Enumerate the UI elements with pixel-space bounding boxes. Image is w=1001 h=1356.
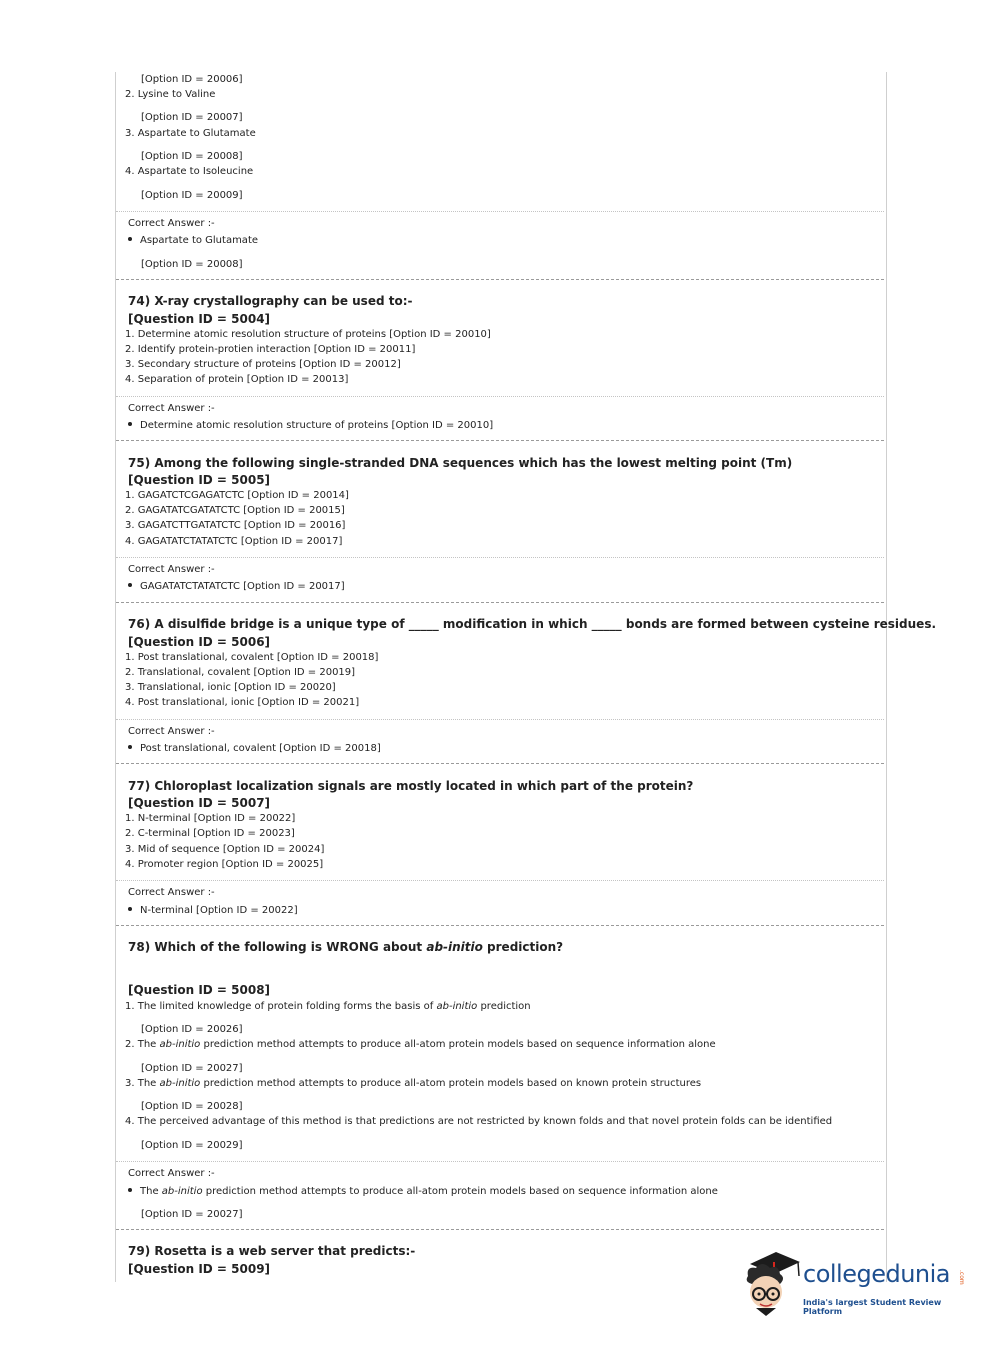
- q78-option-1-pre: 1. The limited knowledge of protein folding forms the basis of: [125, 1001, 437, 1012]
- logo-domain-suffix: .com: [958, 1270, 965, 1285]
- q73-option-2-id: [Option ID = 20007]: [141, 112, 243, 123]
- q77-option-1: 1. N-terminal [Option ID = 20022]: [125, 813, 296, 824]
- q77-option-4: 4. Promoter region [Option ID = 20025]: [125, 859, 324, 870]
- q75-correct-answer-text: GAGATATCTATATCTC [Option ID = 20017]: [140, 581, 345, 592]
- q78-option-3-post: prediction method attempts to produce all-atom protein models based on known protein structures: [200, 1078, 702, 1089]
- q77-correct-answer-label: Correct Answer :-: [128, 887, 215, 898]
- bullet-icon: [128, 907, 132, 911]
- q74-option-2: 2. Identify protein-protien interaction [Option ID = 20011]: [125, 344, 416, 355]
- q73-option-4-id: [Option ID = 20009]: [141, 190, 243, 201]
- q78-option-1-post: prediction: [477, 1001, 531, 1012]
- q76-option-1: 1. Post translational, covalent [Option ID = 20018]: [125, 652, 379, 663]
- q73-option-3-id: [Option ID = 20008]: [141, 151, 243, 162]
- q78-option-4: 4. The perceived advantage of this method is that predictions are not restricted by known folds and that novel protein folds can be identified: [125, 1116, 833, 1127]
- q73-correct-answer-text: Aspartate to Glutamate: [140, 235, 259, 246]
- q77-option-3: 3. Mid of sequence [Option ID = 20024]: [125, 844, 325, 855]
- q77-option-2: 2. C-terminal [Option ID = 20023]: [125, 828, 295, 839]
- q75-option-2: 2. GAGATATCGATATCTC [Option ID = 20015]: [125, 505, 345, 516]
- q76-correct-answer-text: Post translational, covalent [Option ID = 20018]: [140, 743, 381, 754]
- q77-correct-answer-text: N-terminal [Option ID = 20022]: [140, 905, 298, 916]
- q77-question-id: [Question ID = 5007]: [128, 796, 271, 810]
- question-separator: [116, 1229, 884, 1230]
- q78-option-3: [125, 1078, 701, 1089]
- question-separator: [116, 763, 884, 764]
- q78-option-1: [125, 1001, 531, 1012]
- q78-correct-answer-label: Correct Answer :-: [128, 1168, 215, 1179]
- bullet-icon: [128, 583, 132, 587]
- q73-option-4: 4. Aspartate to Isoleucine: [125, 166, 254, 177]
- q77-correct-answer: [128, 905, 298, 916]
- q78-option-4-id: [Option ID = 20029]: [141, 1140, 243, 1151]
- q76-option-4: 4. Post translational, ionic [Option ID = 20021]: [125, 697, 360, 708]
- q78-option-1-em: ab-initio: [436, 1001, 478, 1012]
- q73-option-2: 2. Lysine to Valine: [125, 89, 216, 100]
- divider: [116, 719, 884, 720]
- q74-title: 74) X-ray crystallography can be used to:-: [128, 294, 413, 308]
- q75-option-3: 3. GAGATCTTGATATCTC [Option ID = 20016]: [125, 520, 346, 531]
- question-separator: [116, 602, 884, 603]
- q78-correct-answer-pre: The: [140, 1186, 162, 1197]
- q79-title: 79) Rosetta is a web server that predicts:-: [128, 1244, 416, 1258]
- q74-correct-answer-text: Determine atomic resolution structure of proteins [Option ID = 20010]: [140, 420, 494, 431]
- q73-option-3: 3. Aspartate to Glutamate: [125, 128, 256, 139]
- question-separator: [116, 279, 884, 280]
- bullet-icon: [128, 422, 132, 426]
- bullet-icon: [128, 745, 132, 749]
- q78-option-2-em: ab-initio: [159, 1039, 201, 1050]
- question-separator: [116, 925, 884, 926]
- q73-correct-answer: [128, 235, 258, 246]
- q78-option-2-post: prediction method attempts to produce all-atom protein models based on sequence information alone: [200, 1039, 716, 1050]
- divider: [116, 880, 884, 881]
- q75-option-4: 4. GAGATATCTATATCTC [Option ID = 20017]: [125, 536, 343, 547]
- q78-title-pre: 78) Which of the following is WRONG about: [128, 940, 427, 954]
- q76-correct-answer-label: Correct Answer :-: [128, 726, 215, 737]
- q76-title: 76) A disulfide bridge is a unique type of _____ modification in which _____ bonds are formed between cysteine residues.: [128, 617, 937, 631]
- q76-correct-answer: [128, 743, 381, 754]
- q78-option-1-id: [Option ID = 20026]: [141, 1024, 243, 1035]
- q78-title-em: ab-initio: [426, 940, 483, 954]
- q74-option-4: 4. Separation of protein [Option ID = 20013]: [125, 374, 349, 385]
- q75-title: 75) Among the following single-stranded DNA sequences which has the lowest melting point (Tm): [128, 456, 793, 470]
- q73-option-1-id: [Option ID = 20006]: [141, 74, 243, 85]
- q78-option-2: [125, 1039, 716, 1050]
- q76-option-3: 3. Translational, ionic [Option ID = 20020]: [125, 682, 336, 693]
- q76-option-2: 2. Translational, covalent [Option ID = 20019]: [125, 667, 356, 678]
- q74-question-id: [Question ID = 5004]: [128, 312, 271, 326]
- q78-correct-answer-em: ab-initio: [161, 1186, 203, 1197]
- q75-option-1: 1. GAGATCTCGAGATCTC [Option ID = 20014]: [125, 490, 349, 501]
- q74-correct-answer: [128, 420, 493, 431]
- q75-correct-answer-label: Correct Answer :-: [128, 564, 215, 575]
- question-separator: [116, 440, 884, 441]
- q73-correct-answer-id: [Option ID = 20008]: [141, 259, 243, 270]
- q78-option-3-id: [Option ID = 20028]: [141, 1101, 243, 1112]
- bullet-icon: [128, 237, 132, 241]
- q73-correct-answer-label: Correct Answer :-: [128, 218, 215, 229]
- divider: [116, 1161, 884, 1162]
- q74-correct-answer-label: Correct Answer :-: [128, 403, 215, 414]
- divider: [116, 211, 884, 212]
- divider: [116, 557, 884, 558]
- bullet-icon: [128, 1188, 132, 1192]
- q78-option-2-pre: 2. The: [125, 1039, 160, 1050]
- q78-option-2-id: [Option ID = 20027]: [141, 1063, 243, 1074]
- mascot-icon: [742, 1250, 802, 1318]
- q78-correct-answer-id: [Option ID = 20027]: [141, 1209, 243, 1220]
- q78-question-id: [Question ID = 5008]: [128, 983, 271, 997]
- q78-correct-answer: [128, 1186, 718, 1197]
- collegedunia-logo[interactable]: [742, 1250, 972, 1320]
- logo-wordmark: collegedunia: [803, 1260, 951, 1288]
- q76-question-id: [Question ID = 5006]: [128, 635, 271, 649]
- q78-option-3-em: ab-initio: [159, 1078, 201, 1089]
- q75-question-id: [Question ID = 5005]: [128, 473, 271, 487]
- q78-correct-answer-post: prediction method attempts to produce all-atom protein models based on sequence information alone: [202, 1186, 718, 1197]
- q77-title: 77) Chloroplast localization signals are mostly located in which part of the protein?: [128, 779, 694, 793]
- q78-title: [128, 940, 563, 954]
- q74-option-3: 3. Secondary structure of proteins [Option ID = 20012]: [125, 359, 401, 370]
- q79-question-id: [Question ID = 5009]: [128, 1262, 271, 1276]
- q74-option-1: 1. Determine atomic resolution structure of proteins [Option ID = 20010]: [125, 329, 491, 340]
- logo-tagline: India's largest Student Review Platform: [803, 1298, 942, 1316]
- q78-option-3-pre: 3. The: [125, 1078, 160, 1089]
- divider: [116, 396, 884, 397]
- q78-title-post: prediction?: [482, 940, 564, 954]
- q75-correct-answer: [128, 581, 345, 592]
